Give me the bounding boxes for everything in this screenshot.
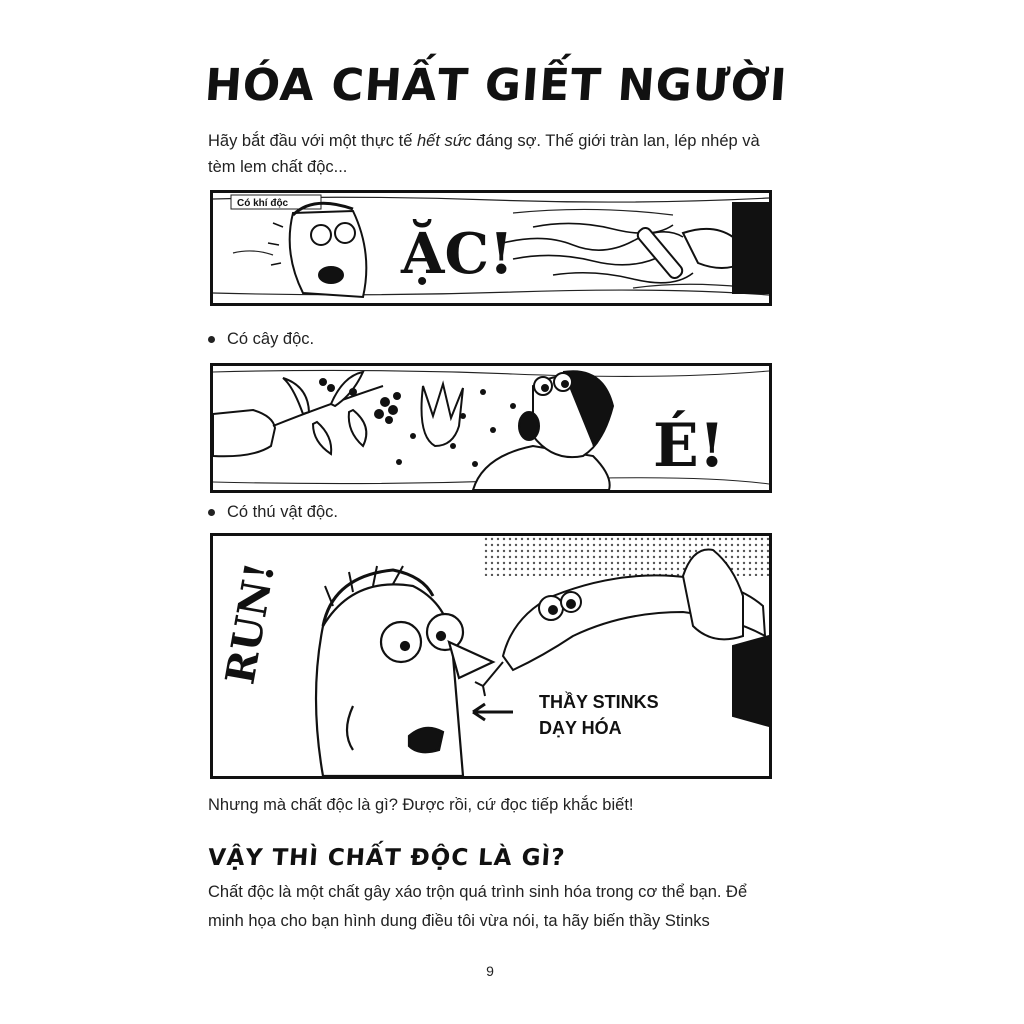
run-shout: RUN! <box>216 559 285 688</box>
professor-label-line1: THẦY STINKS <box>539 692 659 712</box>
intro-italic-text: hết sức <box>416 132 472 150</box>
bullet-dot <box>208 336 215 343</box>
scared-man-face <box>268 203 366 297</box>
bullet-poison-plants <box>208 330 314 349</box>
bullet-text: Có thú vật độc. <box>227 503 338 521</box>
comic-panel-plant <box>210 363 772 493</box>
comic-panel-gas <box>210 190 772 306</box>
page-title: HÓA CHẤT GIẾT NGƯỜI <box>203 60 790 111</box>
after-panels-text: Nhưng mà chất độc là gì? Được rồi, cứ đọc tiếp khắc biết! <box>208 796 634 814</box>
bullet-dot <box>208 509 215 516</box>
gas-sign-text: Có khí độc <box>237 198 289 209</box>
arrow-icon <box>473 704 513 720</box>
scared-man-plant <box>422 371 614 490</box>
professor-label-line2: DẠY HÓA <box>539 718 622 738</box>
gas-illustration <box>213 193 769 303</box>
gas-exclamation: ẶC! <box>401 221 514 287</box>
snake-illustration <box>213 536 769 776</box>
page-number: 9 <box>486 963 494 979</box>
section-body-text: Chất độc là một chất gây xáo trộn quá trình sinh hóa trong cơ thể bạn. Để minh họa cho bạn hình dung điều tôi vừa nói, ta hãy biến thầy Stinks <box>208 883 748 930</box>
plant-illustration <box>213 366 769 490</box>
professor-stinks <box>316 566 493 776</box>
hand-holding-branch <box>213 372 383 456</box>
intro-text-start: Hãy bắt đầu với một thực tế <box>208 132 417 150</box>
bullet-poison-animals <box>208 503 338 522</box>
hand-with-test-tube <box>635 203 769 293</box>
intro-paragraph <box>208 128 778 180</box>
bullet-text: Có cây độc. <box>227 330 315 348</box>
plant-exclamation: É! <box>653 411 726 481</box>
section-heading: VẬY THÌ CHẤT ĐỘC LÀ GÌ? <box>207 845 567 871</box>
comic-panel-snake <box>210 533 772 779</box>
intro-text-end: đáng sợ. Thế giới tràn lan, lép nhép và tèm lem chất độc... <box>208 132 760 176</box>
